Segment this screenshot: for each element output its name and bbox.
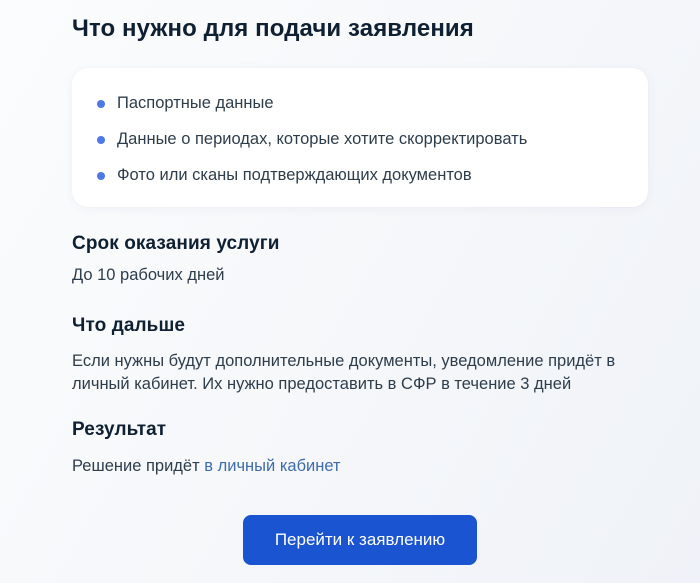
- result-text-prefix: Решение придёт: [72, 457, 200, 475]
- bullet-icon: [97, 100, 105, 108]
- page-title: Что нужно для подачи заявления: [72, 15, 474, 42]
- requirement-text: Данные о периодах, которые хотите скорректировать: [117, 130, 528, 148]
- section-text: До 10 рабочих дней: [72, 266, 225, 284]
- bullet-icon: [97, 136, 105, 144]
- section-service-term: [72, 232, 648, 287]
- requirement-text: Паспортные данные: [117, 94, 274, 112]
- section-what-next: [72, 314, 648, 396]
- section-heading: Что дальше: [72, 315, 186, 336]
- requirement-text: Фото или сканы подтверждающих документов: [117, 166, 472, 184]
- section-result: [72, 418, 648, 478]
- list-item: [97, 130, 624, 149]
- section-heading: Результат: [72, 419, 167, 440]
- go-to-application-button[interactable]: Перейти к заявлению: [243, 515, 477, 565]
- personal-account-link[interactable]: в личный кабинет: [204, 457, 341, 475]
- list-item: [97, 166, 624, 185]
- section-text: Если нужны будут дополнительные документы, уведомление придёт в личный кабинет. Их нужно предоставить в СФР в течение 3 дней: [72, 352, 616, 393]
- section-heading: Срок оказания услуги: [72, 233, 280, 254]
- requirements-card: [72, 68, 648, 207]
- cta-row: [72, 515, 648, 565]
- list-item: [97, 94, 624, 113]
- bullet-icon: [97, 172, 105, 180]
- requirements-list: [97, 94, 624, 185]
- section-text: [72, 455, 648, 478]
